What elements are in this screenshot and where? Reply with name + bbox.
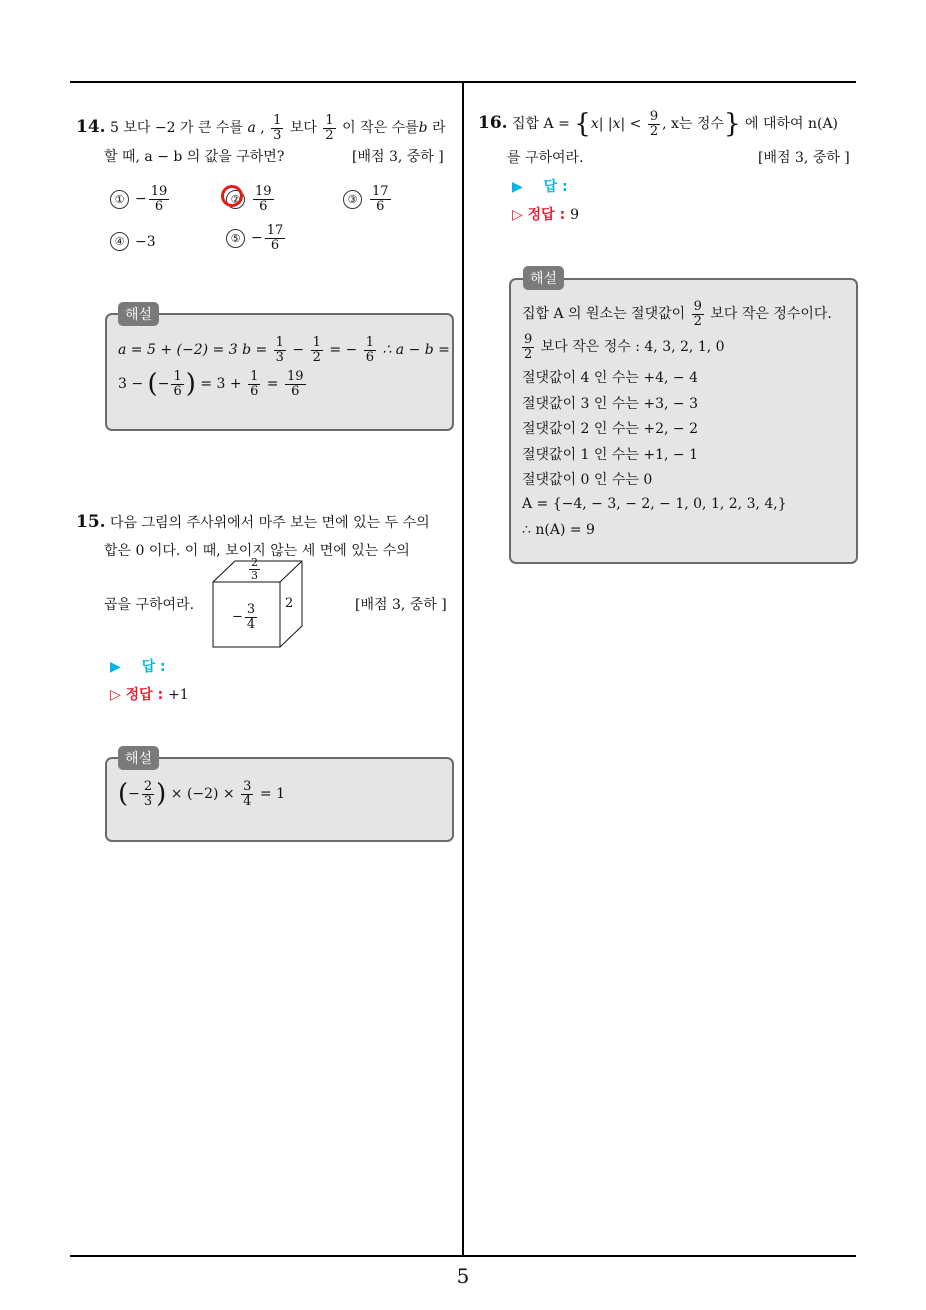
choice-fraction (253, 185, 274, 213)
frac-den: 3 (143, 793, 153, 809)
frac-num: 2 (143, 779, 153, 794)
choice-number: ① (110, 190, 129, 209)
outline-triangle-icon: ▷ (110, 687, 121, 703)
q14-text: 이 작은 수를 (342, 120, 419, 137)
frac-num: 1 (365, 335, 374, 350)
choice-number: ③ (343, 190, 362, 209)
q16-answer-line[interactable] (512, 176, 568, 196)
q15-line3: 곱을 구하여라. (104, 597, 195, 613)
frac (274, 336, 286, 364)
q14-choice-2[interactable] (226, 185, 276, 213)
q16-line2: 를 구하여라. (507, 150, 584, 166)
choice-fraction (149, 185, 170, 213)
die-front-value (232, 603, 259, 631)
frac-den: 4 (243, 793, 252, 809)
frac (171, 370, 183, 398)
frac (311, 336, 323, 364)
correct-label: 정답 : (125, 687, 164, 703)
q16-text: 집합 A = (512, 116, 570, 133)
q14-text: 5 보다 −2 가 큰 수를 (110, 120, 243, 137)
frac (142, 780, 154, 808)
frac-num: 19 (255, 184, 272, 199)
die-sign: − (232, 609, 243, 625)
correct-label: 정답 : (527, 207, 566, 223)
sol-text: = 3 + (200, 376, 242, 393)
brace-close: } (723, 109, 741, 140)
q15-text: 다음 그림의 주사위에서 마주 보는 면에 있는 두 수의 (110, 515, 430, 531)
q16-sol-line8: A = {−4, − 3, − 2, − 1, 0, 1, 2, 3, 4,} (522, 496, 787, 512)
q15-solution-tab: 해설 (118, 746, 159, 770)
die-top-fraction (249, 557, 260, 581)
choice-fraction (370, 185, 391, 213)
brace-open: { (574, 109, 591, 140)
q16-text: 에 대하여 n(A) (744, 116, 839, 133)
paren-close: ) (185, 369, 196, 400)
sol-text: 보다 작은 정수이다. (710, 306, 832, 323)
frac-den: 6 (376, 198, 385, 214)
frac-num: 3 (243, 779, 252, 794)
frac-den: 4 (246, 616, 256, 632)
frac-den: 3 (275, 349, 284, 365)
q16-correct-line (512, 204, 579, 224)
q16-sol-line1 (522, 300, 832, 328)
frac-num: 1 (250, 369, 259, 384)
q15-score-meta: [배점 3, 중하 ] (355, 597, 447, 613)
q14-line2: 할 때, a − b 의 값을 구하면? (104, 149, 285, 165)
q16-number: 16. (478, 113, 508, 134)
choice-value: −3 (135, 233, 156, 250)
frac-den: 6 (154, 198, 164, 214)
frac-num: 1 (273, 113, 282, 128)
frac-num: 2 (251, 556, 258, 569)
choice-sign: − (135, 191, 147, 208)
frac-den: 2 (693, 313, 702, 329)
sol-text: = (266, 376, 279, 393)
frac-den: 3 (251, 568, 258, 582)
q14-solution-tab: 해설 (118, 302, 159, 326)
frac-num: 9 (693, 299, 702, 314)
q16-sol-line9: ∴ n(A) = 9 (522, 522, 595, 538)
q14-choice-5[interactable] (226, 224, 287, 252)
sol-text: 보다 작은 정수 : 4, 3, 2, 1, 0 (540, 339, 725, 356)
q14-score-meta: [배점 3, 중하 ] (352, 149, 444, 165)
q16-line1 (478, 110, 838, 138)
answer-label: 답 : (141, 659, 166, 675)
frac-num: 19 (150, 184, 168, 199)
q15-solution-line (118, 780, 285, 808)
frac (522, 333, 534, 361)
frac (364, 336, 376, 364)
q14-var-a: a (247, 120, 256, 137)
sol-text: 집합 A 의 원소는 절댓값이 (522, 306, 686, 323)
q14-choice-4[interactable] (110, 232, 156, 251)
frac-num: 9 (524, 332, 533, 347)
page-number: 5 (456, 1264, 470, 1288)
q14-fraction-2 (323, 114, 335, 142)
q14-text: 라 (432, 120, 446, 137)
correct-value: 9 (570, 207, 579, 223)
q14-choice-1[interactable] (110, 185, 171, 213)
choice-number: ④ (110, 232, 129, 251)
correct-value: +1 (168, 687, 189, 703)
frac-den: 6 (250, 383, 259, 399)
choice-number: ⑤ (226, 229, 245, 248)
q16-score-meta: [배점 3, 중하 ] (758, 150, 850, 166)
frac-num: 9 (649, 109, 659, 124)
outline-triangle-icon: ▷ (512, 207, 523, 223)
frac (285, 370, 306, 398)
q16-sol-line4: 절댓값이 3 인 수는 +3, − 3 (522, 396, 699, 412)
choice-sign: − (251, 230, 263, 247)
red-circle-mark (221, 185, 243, 207)
q16-sol-line5: 절댓값이 2 인 수는 +2, − 2 (522, 421, 699, 437)
q14-text: 보다 (289, 120, 317, 137)
q16-sol-line7: 절댓값이 0 인 수는 0 (522, 472, 653, 488)
q16-sol-line3: 절댓값이 4 인 수는 +4, − 4 (522, 370, 699, 386)
frac-den: 2 (312, 349, 321, 365)
q15-line1 (76, 512, 430, 532)
sol-text: 3 − (118, 376, 144, 393)
frac-den: 6 (173, 383, 182, 399)
sol-text: × (−2) × (170, 786, 235, 803)
q14-solution-line1 (118, 336, 450, 364)
frac-num: 1 (173, 369, 182, 384)
frac-num: 1 (325, 113, 334, 128)
sol-text: − (128, 786, 140, 803)
q15-correct-line (110, 684, 189, 704)
frac-num: 17 (266, 223, 284, 238)
play-icon: ▶ (110, 659, 121, 675)
frac (692, 300, 704, 328)
paren-close: ) (156, 779, 167, 810)
frac-den: 6 (291, 383, 300, 399)
q14-fraction-1 (271, 114, 283, 142)
q14-choice-3[interactable] (343, 185, 393, 213)
q15-answer-line[interactable] (110, 656, 166, 676)
choice-number: ② (226, 190, 245, 209)
frac (248, 370, 260, 398)
frac (648, 110, 660, 138)
frac-den: 6 (259, 198, 268, 214)
bottom-rule (70, 1255, 856, 1257)
frac-den: 2 (649, 123, 659, 139)
sol-text: − (292, 342, 305, 359)
frac-den: 2 (325, 127, 334, 143)
frac-den: 6 (270, 237, 280, 253)
sol-text: ∴ a − b = (382, 342, 450, 359)
frac-num: 19 (286, 369, 304, 384)
q14-solution-line2 (118, 370, 308, 398)
frac-num: 1 (275, 335, 284, 350)
sol-text: = 1 (259, 786, 285, 803)
q16-sol-line6: 절댓값이 1 인 수는 +1, − 1 (522, 447, 699, 463)
sol-text: = − (329, 342, 358, 359)
frac-den: 3 (273, 127, 282, 143)
q15-line2: 합은 0 이다. 이 때, 보이지 않는 세 면에 있는 수의 (104, 543, 410, 559)
q14-comma: , (260, 120, 265, 137)
play-icon: ▶ (512, 179, 523, 195)
frac-num: 17 (372, 184, 389, 199)
q16-set-text: , x는 정수 (662, 116, 724, 133)
paren-open: ( (147, 369, 158, 400)
frac-den: 6 (365, 349, 374, 365)
q16-solution-tab: 해설 (523, 266, 564, 290)
q14-var-b: b (418, 120, 428, 137)
q14-line1 (76, 114, 446, 142)
die-front-fraction (245, 603, 257, 631)
frac (241, 780, 253, 808)
choice-fraction (265, 224, 286, 252)
frac-den: 2 (524, 346, 533, 362)
q16-sol-line2 (520, 333, 725, 361)
column-divider (462, 81, 464, 1257)
sol-text: − (157, 376, 170, 393)
die-side-value: 2 (285, 596, 294, 611)
q15-number: 15. (76, 512, 106, 532)
sol-text: a = 5 + (−2) = 3 b = (118, 342, 268, 359)
q14-number: 14. (76, 117, 106, 138)
selected-answer-mark (226, 190, 251, 209)
frac-num: 1 (312, 335, 321, 350)
frac-num: 3 (246, 602, 256, 617)
paren-open: ( (118, 779, 129, 810)
answer-label: 답 : (543, 179, 568, 195)
q16-set-text: x| |x| < (590, 116, 642, 133)
